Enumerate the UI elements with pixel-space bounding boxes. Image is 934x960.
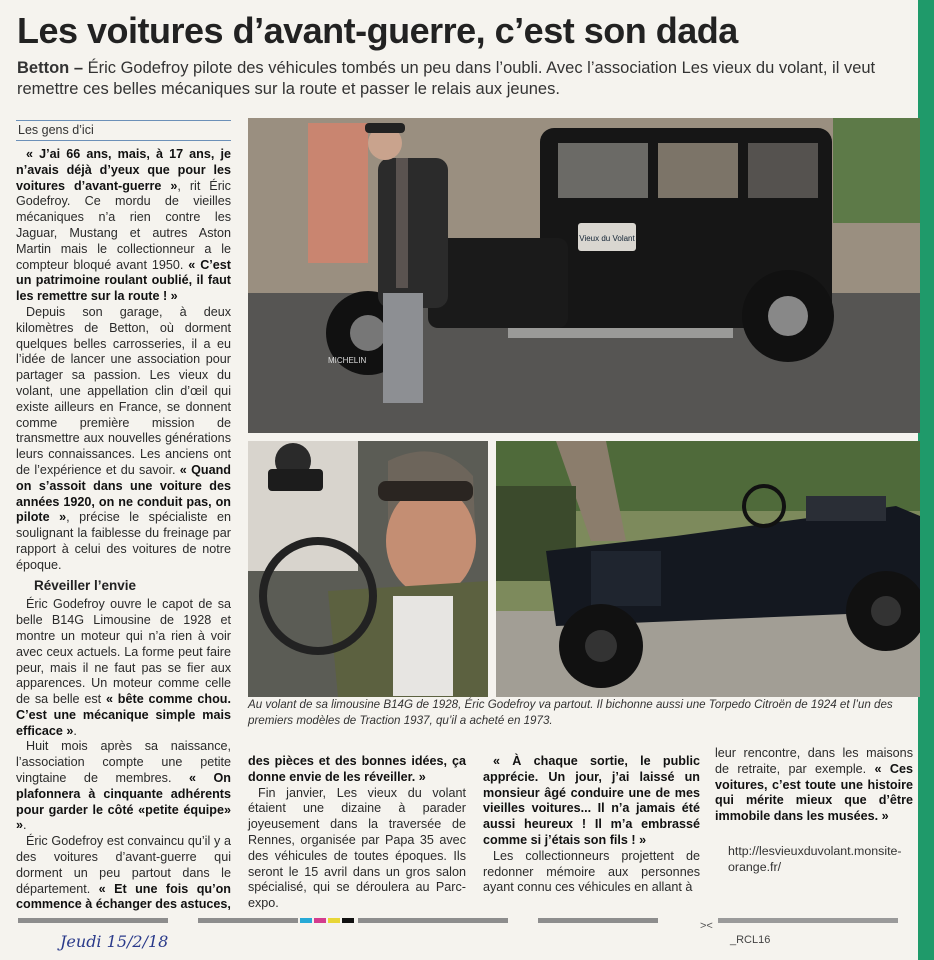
driver-photo-drawing — [248, 441, 488, 697]
lead-text: Éric Godefroy pilote des véhicules tombés un peu dans l’oubli. Avec l’association Les vieux du volant, il veut remettre ces belles mécaniques sur la route et passer le relais aux jeunes. — [17, 59, 876, 98]
website-url: http://lesvieuxduvolant.monsite-orange.fr/ — [728, 844, 902, 874]
lead-paragraph — [17, 58, 897, 100]
background-edge — [918, 0, 934, 960]
article-column-2 — [248, 754, 466, 912]
body-text: . — [73, 723, 77, 738]
quote: « Quand on s’assoit dans une voiture des années 1920, on ne conduit pas, on pilote » — [16, 462, 231, 525]
torpedo-photo-drawing — [496, 441, 920, 697]
scissor-mark: >< — [700, 920, 713, 932]
headline: Les voitures d’avant-guerre, c’est son dada — [17, 10, 738, 51]
tire-label: MICHELIN — [328, 356, 367, 365]
photo-driver-closeup — [248, 441, 488, 697]
article-column-4 — [715, 746, 913, 825]
quote: « On plafonnera à cinquante adhérents pour garder le côté «petite équipe» » — [16, 771, 231, 833]
body-text: Depuis son garage, à deux kilomètres de Betton, où dorment quelques belles carrosseries, il a eu l’idée de lancer une association pour partager sa passion. Les vieux du volant, une appellation clin d’œil qui existe ailleurs en France, se donnent comme première mission de transmettre aux nouvelles générations leurs connaissances. Les anciens ont de l’expérience et du savoir. — [16, 304, 231, 477]
body-text: Huit mois après sa naissance, l’association compte une petite vingtaine de membres. — [16, 739, 231, 786]
handwritten-date: Jeudi 15/2/18 — [60, 932, 169, 951]
plate-label: Vieux du Volant — [579, 234, 635, 243]
body-text: . — [23, 818, 27, 833]
photo-man-with-limousine — [248, 118, 920, 433]
limousine-photo-drawing — [248, 118, 920, 433]
body-text: Éric Godefroy est convaincu qu’il y a des voitures d’avant-guerre qui dorment un peu partout dans le département. — [16, 834, 231, 896]
quote: « C’est un patrimoine roulant oublié, il faut les remettre sur la route ! » — [16, 257, 231, 304]
rubric-label: Les gens d’ici — [16, 120, 231, 141]
quote: des pièces et des bonnes idées, ça donne envie de les réveiller. » — [248, 754, 466, 784]
subheading: Réveiller l’envie — [34, 577, 137, 593]
photo-caption: Au volant de sa limousine B14G de 1928, Éric Godefroy va partout. Il bichonne aussi une Torpedo Citroën de 1924 et l’un des premiers modèles de Traction 1937, qu’il a acheté en 1973. — [248, 698, 893, 727]
body-text: Éric Godefroy ouvre le capot de sa belle B14G Limousine de 1928 et montre un moteur qui n’a rien à voir avec ceux actuels. La forme peut faire peur, mais il ne faut pas se fier aux apparences. Un moteur comme celle de sa belle est — [16, 597, 231, 707]
body-text: , rit Éric Godefroy. Ce mordu de vieilles mécaniques n’a rien contre les Jaguar, Mustang et autres Aston Martin mais le collectionneur a le compteur bloqué avant 1950. — [16, 178, 231, 272]
photo-torpedo-car — [496, 441, 920, 697]
article-column-1 — [16, 147, 231, 913]
quote: « Et une fois qu’on commence à échanger des astuces, — [16, 881, 231, 912]
quote: « bête comme chou. C’est une mécanique simple mais efficace » — [16, 692, 232, 738]
print-color-bar — [18, 916, 898, 924]
body-text: leur rencontre, dans les maisons de retraite, par exemple. — [715, 746, 913, 776]
body-text: Fin janvier, Les vieux du volant étaient une dizaine à parader joyeusement dans la traversée de Rennes, organisée par Papa 35 avec des véhicules de toutes époques. Ils seront le 15 avril dans un gros salon spécialisé, qui se déroulera au Parc-expo. — [248, 785, 466, 911]
quote: « À chaque sortie, le public apprécie. Un jour, j’ai laissé un monsieur âgé conduire une de mes vieilles voitures... Il n’a jamais été aussi heureux ! Il m’a embrassé comme si j’étais son fils ! » — [483, 754, 700, 847]
body-text: Les collectionneurs projettent de redonner mémoire aux personnes ayant connu ces véhicules en allant à — [483, 848, 700, 895]
quote: « Ces voitures, c’est toute une histoire qui mérite mieux que d’être immobile dans les musées. » — [715, 761, 913, 824]
body-text: , précise le spécialiste en soulignant la faiblesse du freinage par rapport à celui des voitures de notre époque. — [16, 510, 231, 572]
page-code: _RCL16 — [730, 934, 771, 946]
quote: « J’ai 66 ans, mais, à 17 ans, je n’avais déjà d’yeux que pour les voitures d’avant-guerre » — [16, 147, 231, 193]
dateline-place: Betton – — [17, 59, 83, 77]
article-column-3 — [483, 754, 700, 896]
man-body — [378, 158, 448, 308]
